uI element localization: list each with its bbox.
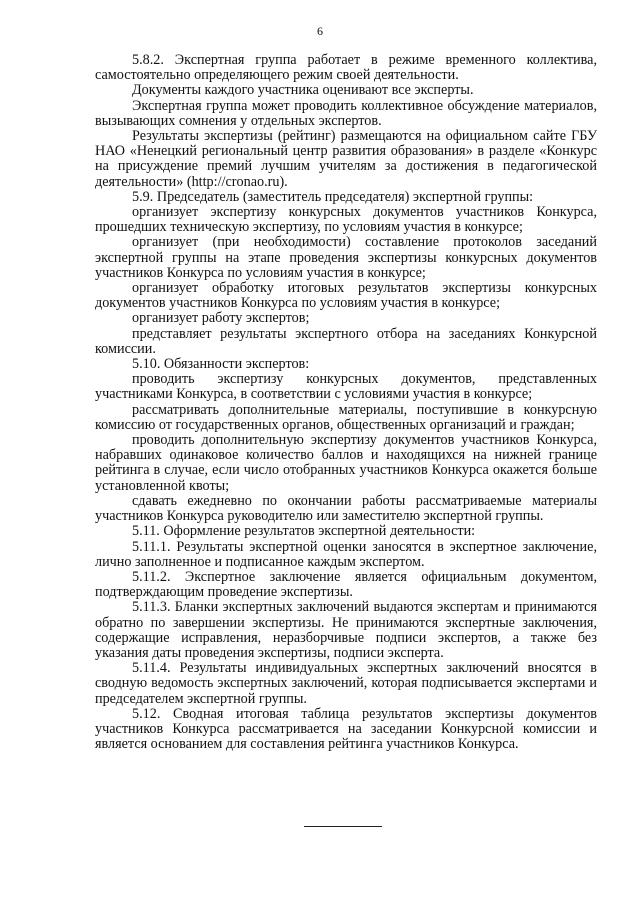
list-item-conduct-expertise: проводить экспертизу конкурсных документов, представленных участниками Конкурса, в соответствии с условиями участия в конкурсе; bbox=[95, 371, 597, 403]
paragraph-5-8-2: 5.8.2. Экспертная группа работает в режиме временного коллектива, самостоятельно определяющего режим своей деятельности. bbox=[95, 52, 597, 84]
list-item-review-materials: рассматривать дополнительные материалы, поступившие в конкурсную комиссию от государственных органов, общественных организаций и граждан; bbox=[95, 401, 597, 433]
list-item-presents-results: представляет результаты экспертного отбора на заседаниях Конкурсной комиссии. bbox=[95, 325, 597, 357]
document-body bbox=[95, 53, 597, 752]
page-number: 6 bbox=[317, 24, 323, 38]
list-item-organizes-work: организует работу экспертов; bbox=[132, 310, 310, 327]
list-item-submit-materials: сдавать ежедневно по окончании работы рассматриваемые материалы участников Конкурса руководителю или заместителю экспертной группы. bbox=[95, 492, 597, 525]
paragraph-5-11-2: 5.11.2. Экспертное заключение является официальным документом, подтверждающим проведение экспертизы. bbox=[95, 568, 597, 601]
list-item-organizes-processing: организует обработку итоговых результатов экспертизы конкурсных документов участников Конкурса по условиям участия в конкурсе; bbox=[95, 280, 597, 312]
paragraph-collective-discussion: Экспертная группа может проводить коллективное обсуждение материалов, вызывающих сомнения у отдельных экспертов. bbox=[95, 97, 597, 129]
paragraph-5-12: 5.12. Сводная итоговая таблица результатов экспертизы документов участников Конкурса рассматривается на заседании Конкурсной комиссии и является основанием для составления рейтинга участников Конкурса. bbox=[95, 705, 597, 753]
list-item-organizes-expertise: организует экспертизу конкурсных документов участников Конкурса, прошедших техническую экспертизу, по условиям участия в конкурсе; bbox=[95, 204, 597, 236]
paragraph-5-9-heading: 5.9. Председатель (заместитель председателя) экспертной группы: bbox=[132, 188, 534, 205]
paragraph-5-11-1: 5.11.1. Результаты экспертной оценки заносятся в экспертное заключение, лично заполненное и подписанное каждым экспертом. bbox=[95, 538, 597, 570]
paragraph-5-10-heading: 5.10. Обязанности экспертов: bbox=[132, 356, 310, 373]
closing-divider-line bbox=[304, 826, 382, 827]
paragraph-5-11-heading: 5.11. Оформление результатов экспертной деятельности: bbox=[132, 523, 476, 540]
paragraph-documents-evaluated: Документы каждого участника оценивают все эксперты. bbox=[132, 82, 474, 99]
list-item-organizes-protocols: организует (при необходимости) составление протоколов заседаний экспертной группы на этапе проведения экспертизы конкурсных документов участников Конкурса по условиям участия в конкурсе; bbox=[95, 234, 597, 281]
paragraph-5-11-4: 5.11.4. Результаты индивидуальных экспертных заключений вносятся в сводную ведомость экспертных заключений, которая подписывается экспертами и председателем экспертной группы. bbox=[95, 660, 597, 707]
list-item-additional-expertise: проводить дополнительную экспертизу документов участников Конкурса, набравших одинаковое количество баллов и находящихся на нижней границе рейтинга в случае, если число отобранных участников Конкурса окажется больше установленной квоты; bbox=[95, 432, 597, 494]
paragraph-results-published: Результаты экспертизы (рейтинг) размещаются на официальном сайте ГБУ НАО «Ненецкий региональный центр развития образования» в разделе «Конкурс на присуждение премий лучшим учителям за достижения в педагогической деятельности» (http://cronao.ru). bbox=[95, 128, 597, 190]
paragraph-5-11-3: 5.11.3. Бланки экспертных заключений выдаются экспертам и принимаются обратно по завершении экспертизы. Не принимаются экспертные заключения, содержащие исправления, неразборчивые подписи экспертов, а также без указания даты проведения экспертизы, подписи эксперта. bbox=[95, 599, 597, 661]
